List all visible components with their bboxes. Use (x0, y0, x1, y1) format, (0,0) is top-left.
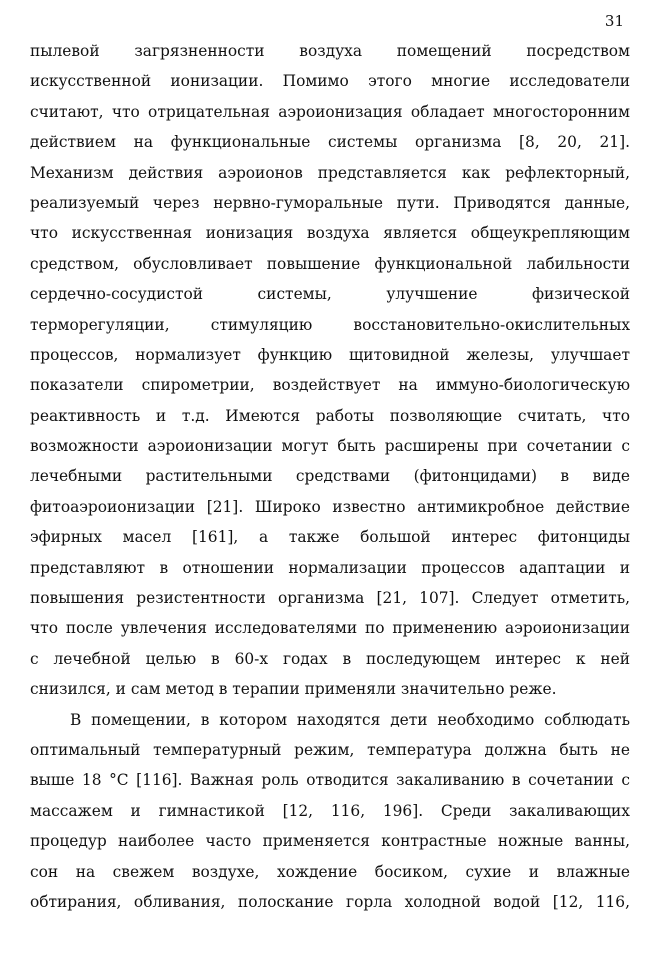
text-line: оптимальный температурный режим, температура должна быть не (30, 740, 630, 759)
text-line: массажем и гимнастикой [12, 116, 196]. Среди закаливающих (30, 801, 630, 820)
text-line: действием на функциональные системы организма [8, 20, 21]. (30, 133, 630, 152)
text-line: лечебными растительными средствами (фитонцидами) в виде (30, 467, 630, 486)
text-line: что после увлечения исследователями по применению аэроионизации (30, 619, 630, 638)
text-line: фитоаэроионизации [21]. Широко известно антимикробное действие (30, 497, 630, 516)
text-line: реактивность и т.д. Имеются работы позволяющие считать, что (30, 406, 630, 425)
text-line: показатели спирометрии, воздействует на иммуно-биологическую (30, 376, 630, 395)
text-line: что искусственная ионизация воздуха является общеукрепляющим (30, 224, 630, 243)
text-line: эфирных масел [161], а также большой интерес фитонциды (30, 528, 630, 547)
body-text (30, 36, 630, 917)
paragraph-first-line: В помещении, в котором находятся дети необходимо соблюдать (70, 710, 630, 729)
text-line: пылевой загрязненности воздуха помещений посредством (30, 42, 630, 60)
text-line: процедур наиболее часто применяется контрастные ножные ванны, (30, 832, 630, 851)
text-line: обтирания, обливания, полоскание горла холодной водой [12, 116, (30, 892, 630, 911)
text-line: сердечно-сосудистой системы, улучшение физической (30, 285, 630, 304)
text-line: выше 18 °С [116]. Важная роль отводится закаливанию в сочетании с (30, 771, 630, 790)
page-number: 31 (604, 12, 624, 30)
text-line: повышения резистентности организма [21, 107]. Следует отметить, (30, 589, 630, 608)
text-line: с лечебной целью в 60-х годах в последующем интерес к ней (30, 649, 630, 668)
text-line: представляют в отношении нормализации процессов адаптации и (30, 558, 630, 577)
text-line: искусственной ионизации. Помимо этого многие исследователи (30, 72, 630, 91)
paragraph-last-line: снизился, и сам метод в терапии применяли значительно реже. (30, 680, 557, 699)
text-line: Механизм действия аэроионов представляется как рефлекторный, (30, 163, 630, 182)
text-line: считают, что отрицательная аэроионизация обладает многосторонним (30, 102, 630, 121)
text-line: процессов, нормализует функцию щитовидной железы, улучшает (30, 345, 630, 364)
text-line: терморегуляции, стимуляцию восстановительно-окислительных (30, 315, 630, 334)
text-line: реализуемый через нервно-гуморальные пути. Приводятся данные, (30, 193, 630, 212)
text-line: возможности аэроионизации могут быть расширены при сочетании с (30, 437, 630, 456)
text-line: сон на свежем воздухе, хождение босиком, сухие и влажные (30, 862, 630, 881)
text-line: средством, обусловливает повышение функциональной лабильности (30, 254, 630, 273)
